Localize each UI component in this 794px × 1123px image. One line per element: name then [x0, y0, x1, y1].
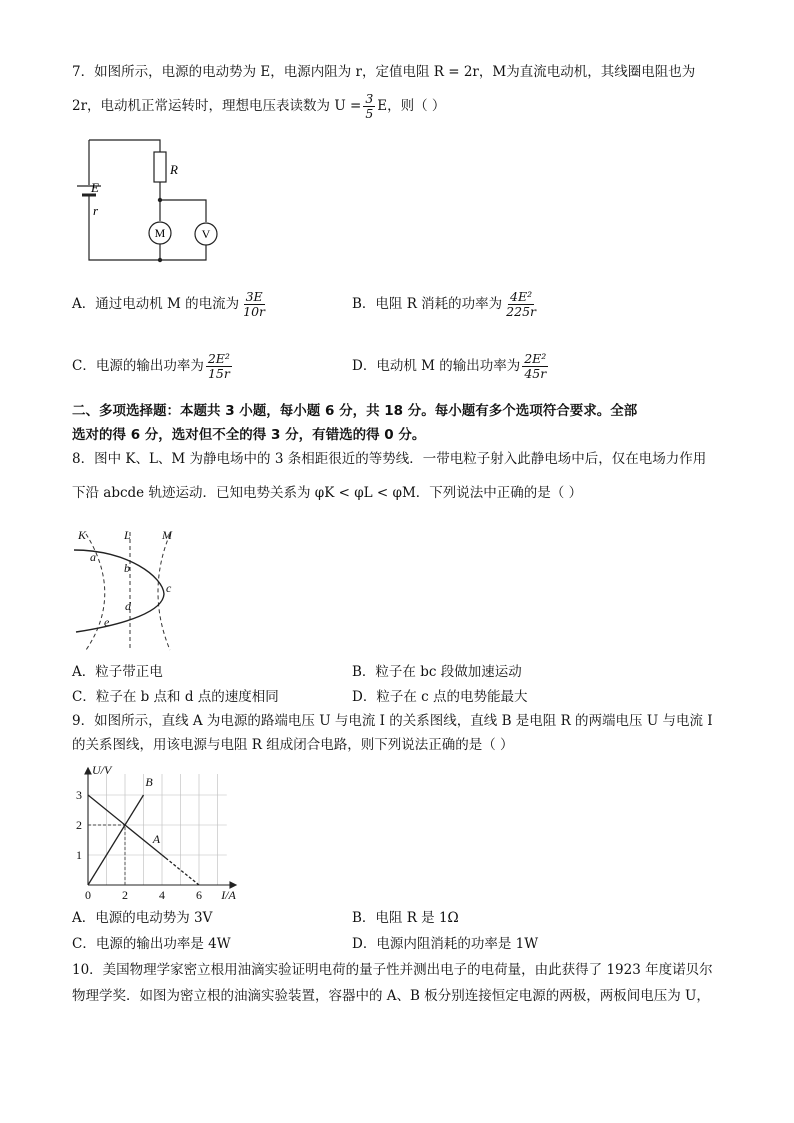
- label-e: e: [104, 615, 110, 629]
- q8-equipotential-figure: [68, 522, 188, 654]
- q10-stem-line1: 10．美国物理学家密立根用油滴实验证明电荷的量子性并测出电子的电荷量，由此获得了 1923 年度诺贝尔: [72, 962, 713, 978]
- q10-stem-line2: 物理学奖．如图为密立根的油滴实验装置，容器中的 A、B 板分别连接恒定电源的两极，两板间电压为 U，: [72, 988, 710, 1004]
- label-K: K: [78, 528, 87, 542]
- label-V: V: [201, 227, 211, 241]
- q7-option-b[interactable]: [352, 290, 540, 319]
- label-R: R: [170, 162, 178, 177]
- q7-option-d[interactable]: [352, 352, 550, 381]
- q7-option-d-text: D．电动机 M 的输出功率为: [352, 358, 521, 374]
- q8-option-a[interactable]: A．粒子带正电: [72, 664, 163, 680]
- label-d: d: [125, 599, 131, 613]
- q9-option-a[interactable]: A．电源的电动势为 3V: [72, 910, 213, 926]
- q7-fraction: [363, 92, 375, 121]
- section2-heading-line2: 选对的得 6 分，选对但不全的得 3 分，有错选的得 0 分。: [72, 427, 426, 443]
- label-E: E: [91, 180, 99, 195]
- q7-option-d-den: 45r: [524, 366, 547, 381]
- y-axis-arrow: [85, 768, 91, 774]
- q7-option-a-text: A．通过电动机 M 的电流为: [72, 296, 240, 312]
- q9-ui-chart: [68, 760, 243, 900]
- q7-option-c-num: 2E²: [207, 351, 230, 366]
- q7-stem-line2-pre: 2r，电动机正常运转时，理想电压表读数为 U =: [72, 98, 362, 114]
- y-tick-label: 1: [76, 848, 82, 862]
- x-tick-label: 0: [85, 888, 91, 900]
- q7-option-b-den: 225r: [506, 304, 537, 319]
- series-line-A-dashed: [166, 858, 199, 885]
- q7-option-d-num: 2E²: [524, 351, 547, 366]
- series-label-B: B: [145, 775, 153, 789]
- q9-option-d[interactable]: D．电源内阻消耗的功率是 1W: [352, 936, 539, 952]
- q7-stem-line2-post: E，则（ ）: [377, 98, 446, 114]
- particle-trajectory: [74, 550, 164, 632]
- label-M: M: [154, 226, 166, 240]
- q9-option-b[interactable]: B．电阻 R 是 1Ω: [352, 910, 459, 926]
- section2-heading-line1: 二、多项选择题：本题共 3 小题，每小题 6 分，共 18 分。每小题有多个选项符合要求。全部: [72, 403, 638, 419]
- q7-frac-num: 3: [365, 91, 374, 106]
- q7-circuit-diagram: [68, 130, 228, 265]
- x-tick-label: 4: [159, 888, 165, 900]
- y-axis-label: U/V: [92, 763, 112, 777]
- q7-option-b-text: B．电阻 R 消耗的功率为: [352, 296, 503, 312]
- q7-option-a-num: 3E: [245, 289, 263, 304]
- q8-option-c[interactable]: C．粒子在 b 点和 d 点的速度相同: [72, 689, 279, 705]
- label-a: a: [90, 550, 96, 564]
- q9-axes: [85, 768, 236, 888]
- label-L: L: [124, 528, 131, 542]
- q7-stem-line1: 7．如图所示，电源的电动势为 E，电源内阻为 r，定值电阻 R = 2r，M为直流电动机，其线圈电阻也为: [72, 64, 696, 80]
- q7-option-a-den: 10r: [243, 304, 266, 319]
- x-axis-label: I/A: [221, 888, 236, 900]
- q9-option-c[interactable]: C．电源的输出功率是 4W: [72, 936, 231, 952]
- series-line-B: [88, 795, 144, 885]
- series-line-A: [88, 795, 166, 858]
- q9-stem-line2: 的关系图线，用该电源与电阻 R 组成闭合电路，则下列说法正确的是（ ）: [72, 737, 514, 753]
- q7-option-c-den: 15r: [207, 366, 230, 381]
- q8-option-d[interactable]: D．粒子在 c 点的电势能最大: [352, 689, 528, 705]
- q7-stem-line2: [72, 92, 445, 121]
- q8-stem-line1: 8．图中 K、L、M 为静电场中的 3 条相距很近的等势线．一带电粒子射入此静电场中后，仅在电场力作用: [72, 451, 707, 467]
- label-b: b: [124, 561, 130, 575]
- q7-frac-den: 5: [365, 106, 374, 121]
- q7-option-a[interactable]: [72, 290, 269, 319]
- q8-stem-line2: 下沿 abcde 轨迹运动．已知电势关系为 φK < φL < φM．下列说法中正确的是（ ）: [72, 485, 583, 501]
- label-c: c: [166, 581, 172, 595]
- q7-option-c[interactable]: [72, 352, 234, 381]
- q9-grid: [88, 774, 227, 885]
- x-tick-label: 2: [122, 888, 128, 900]
- label-r: r: [93, 203, 99, 218]
- q8-option-b[interactable]: B．粒子在 bc 段做加速运动: [352, 664, 522, 680]
- y-tick-label: 2: [76, 818, 82, 832]
- q7-option-c-text: C．电源的输出功率为: [72, 358, 204, 374]
- y-tick-label: 3: [76, 788, 82, 802]
- series-label-A: A: [152, 832, 161, 846]
- q9-stem-line1: 9．如图所示，直线 A 为电源的路端电压 U 与电流 I 的关系图线，直线 B 是电阻 R 的两端电压 U 与电流 I: [72, 713, 713, 729]
- x-tick-label: 6: [196, 888, 202, 900]
- label-M-line: M: [162, 528, 172, 542]
- q7-option-b-num: 4E²: [510, 289, 533, 304]
